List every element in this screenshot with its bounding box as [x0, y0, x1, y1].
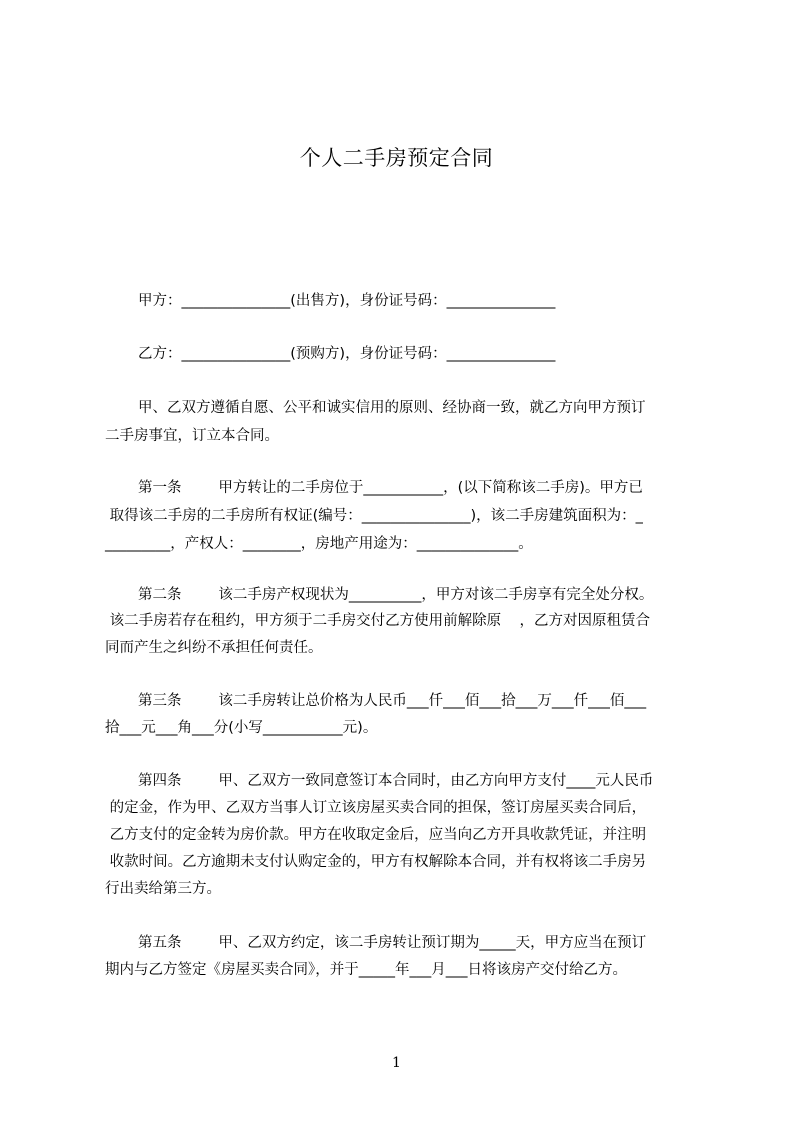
- preamble-line-2: 二手房事宜，订立本合同。: [105, 428, 279, 444]
- document-title: 个人二手房预定合同: [299, 146, 494, 170]
- party-a-line: 甲方：_______________(出售方)，身份证号码：_______________: [138, 293, 556, 309]
- article-4-line-3: 乙方支付的定金转为房价款。甲方在收取定金后，应当向乙方开具收款凭证，并注明: [105, 827, 647, 843]
- page-number: 1: [392, 1055, 401, 1071]
- article-4-line-1: 第四条 甲、乙双方一致同意签订本合同时，由乙方向甲方支付____元人民币: [138, 773, 654, 789]
- article-2-line-3: 同而产生之纠纷不承担任何责任。: [105, 640, 323, 656]
- article-3-line-1: 第三条 该二手房转让总价格为人民币___仟___佰___拾___万___仟___佰___: [138, 693, 647, 709]
- article-4-line-2: 的定金，作为甲、乙双方当事人订立该房屋买卖合同的担保，签订房屋买卖合同后，: [105, 800, 647, 816]
- article-1-line-1: 第一条 甲方转让的二手房位于___________，(以下简称该二手房)。甲方已: [138, 480, 643, 496]
- article-3-line-2: 拾___元___角___分(小写___________元)。: [105, 720, 378, 736]
- article-1-line-3: _________，产权人：________，房地产用途为：______________。: [105, 536, 533, 552]
- article-1-line-2: 取得该二手房的二手房所有权证(编号：_______________)，该二手房建筑面积为：_: [105, 508, 643, 524]
- article-4-line-4: 收款时间。乙方逾期未支付认购定金的，甲方有权解除本合同，并有权将该二手房另: [105, 854, 647, 870]
- article-2-line-1: 第二条 该二手房产权现状为__________，甲方对该二手房享有完全处分权。: [138, 587, 654, 603]
- party-b-line: 乙方：_______________(预购方)，身份证号码：_______________: [138, 346, 556, 362]
- article-5-line-1: 第五条 甲、乙双方约定，该二手房转让预订期为_____天，甲方应当在预订: [138, 935, 647, 951]
- article-5-line-2: 期内与乙方签定《房屋买卖合同》，并于_____年___月___日将该房产交付给乙方。: [105, 962, 627, 978]
- article-2-line-2: 该二手房若存在租约，甲方须于二手房交付乙方使用前解除原 ，乙方对因原租赁合: [105, 613, 651, 629]
- preamble-line-1: 甲、乙双方遵循自愿、公平和诚实信用的原则、经协商一致，就乙方向甲方预订: [138, 400, 646, 416]
- article-4-line-5: 行出卖给第三方。: [105, 881, 221, 897]
